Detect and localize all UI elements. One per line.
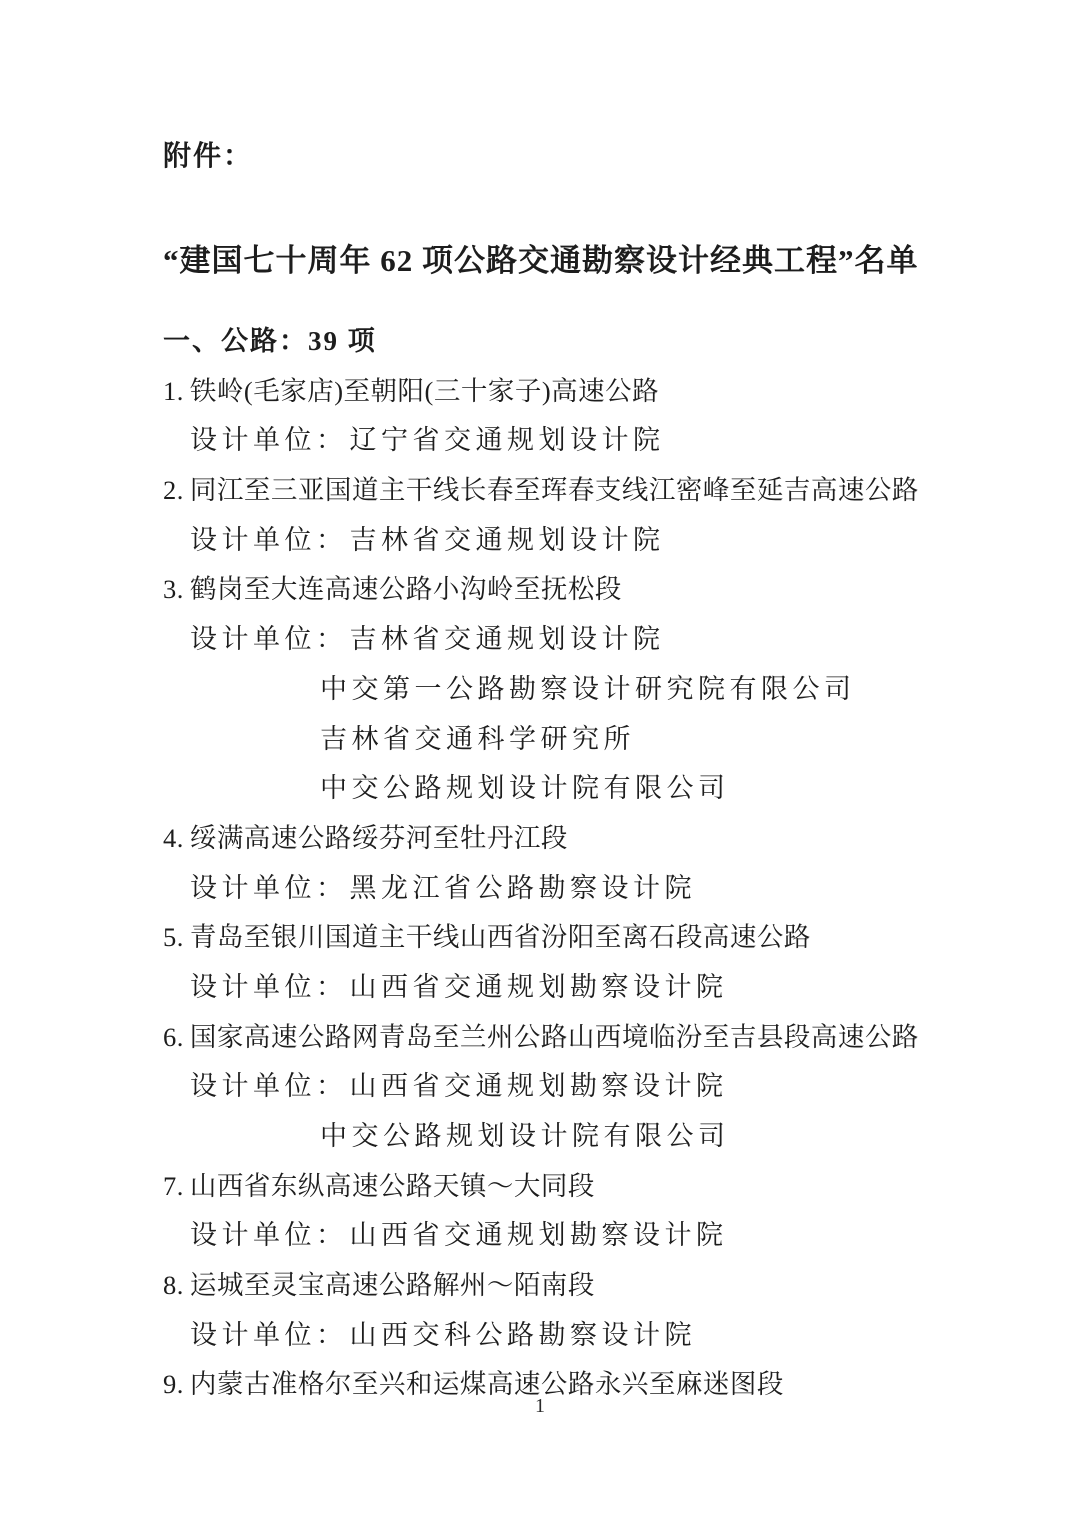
design-unit-name: 中交公路规划设计院有限公司 [320,773,730,804]
project-number: 6. [163,1021,184,1052]
project-name-line [163,913,898,963]
project-name-line [163,466,919,516]
design-unit-name: 山西省交通规划勘察设计院 [349,971,728,1002]
project-item [163,466,919,565]
project-number: 9. [163,1369,184,1400]
project-name-line [163,814,898,864]
project-item [163,814,898,913]
design-units [163,963,898,1013]
design-unit-row [190,1311,898,1361]
design-unit-label: 设计单位： [190,425,348,456]
project-name: 绥满高速公路绥芬河至牡丹江段 [189,822,568,853]
design-unit-name: 辽宁省交通规划设计院 [349,425,665,456]
project-number: 1. [163,375,184,406]
design-unit-name: 中交公路规划设计院有限公司 [320,1121,730,1151]
design-unit-row [190,1062,898,1112]
project-name-line [163,1013,919,1063]
project-name-line [163,367,898,417]
design-unit-label: 设计单位： [190,1220,348,1251]
design-unit-label: 设计单位： [190,971,348,1002]
design-unit-row [320,764,898,814]
design-unit-row [320,665,898,715]
design-unit-row [190,1211,898,1261]
project-item [163,1162,898,1261]
page-number: 1 [535,1395,545,1417]
design-unit-row [190,516,898,566]
section-heading: 一、公路：39 项 [163,326,377,356]
project-name-line [163,565,898,615]
project-number: 5. [163,922,184,953]
design-units [163,1211,898,1261]
design-unit-label: 设计单位： [190,872,348,903]
design-unit-name: 黑龙江省公路勘察设计院 [349,872,696,903]
design-unit-name: 山西省交通规划勘察设计院 [349,1220,728,1251]
project-item [163,1261,898,1360]
project-name-line [163,1162,898,1212]
design-unit-name: 中交第一公路勘察设计研究院有限公司 [320,673,856,704]
project-name-line [163,1261,898,1311]
project-name: 国家高速公路网青岛至兰州公路山西境临汾至吉县段高速公路 [189,1021,919,1052]
design-unit-row [320,1112,898,1162]
design-unit-label: 设计单位： [190,624,348,655]
design-unit-name: 吉林省交通科学研究所 [320,723,635,754]
project-name: 内蒙古准格尔至兴和运煤高速公路永兴至麻迷图段 [189,1369,784,1400]
project-item [163,913,898,1012]
design-units [163,516,898,566]
design-units [163,416,898,466]
project-name: 山西省东纵高速公路天镇～大同段 [189,1170,595,1201]
project-name: 青岛至银川国道主干线山西省汾阳至离石段高速公路 [189,922,811,953]
project-name: 铁岭(毛家店)至朝阳(三十家子)高速公路 [189,375,660,406]
project-list [163,367,919,1410]
project-number: 4. [163,822,184,853]
project-item [163,1013,919,1162]
project-name: 鹤岗至大连高速公路小沟岭至抚松段 [189,574,622,605]
document-title: “建国七十周年 62 项公路交通勘察设计经典工程”名单 [163,243,919,278]
project-name: 同江至三亚国道主干线长春至珲春支线江密峰至延吉高速公路 [189,475,919,506]
design-units [163,1062,898,1161]
design-unit-row [190,615,898,665]
design-unit-name: 山西交科公路勘察设计院 [349,1319,696,1350]
project-number: 8. [163,1270,184,1301]
project-number: 2. [163,475,184,506]
design-unit-row [190,416,898,466]
project-item [163,367,898,466]
design-unit-label: 设计单位： [190,524,348,555]
design-unit-row [320,715,898,765]
design-unit-name: 吉林省交通规划设计院 [349,624,665,655]
attachment-label: 附件： [163,141,254,172]
design-unit-name: 吉林省交通规划设计院 [349,524,665,555]
design-units [163,1311,898,1361]
project-item [163,565,898,813]
design-unit-label: 设计单位： [190,1319,348,1350]
project-number: 3. [163,574,184,605]
design-unit-row [190,963,898,1013]
project-number: 7. [163,1170,184,1201]
design-units [163,615,898,814]
design-unit-name: 山西省交通规划勘察设计院 [349,1071,728,1102]
design-units [163,864,898,914]
project-name: 运城至灵宝高速公路解州～陌南段 [189,1270,595,1301]
design-unit-row [190,864,898,914]
design-unit-label: 设计单位： [190,1071,348,1102]
